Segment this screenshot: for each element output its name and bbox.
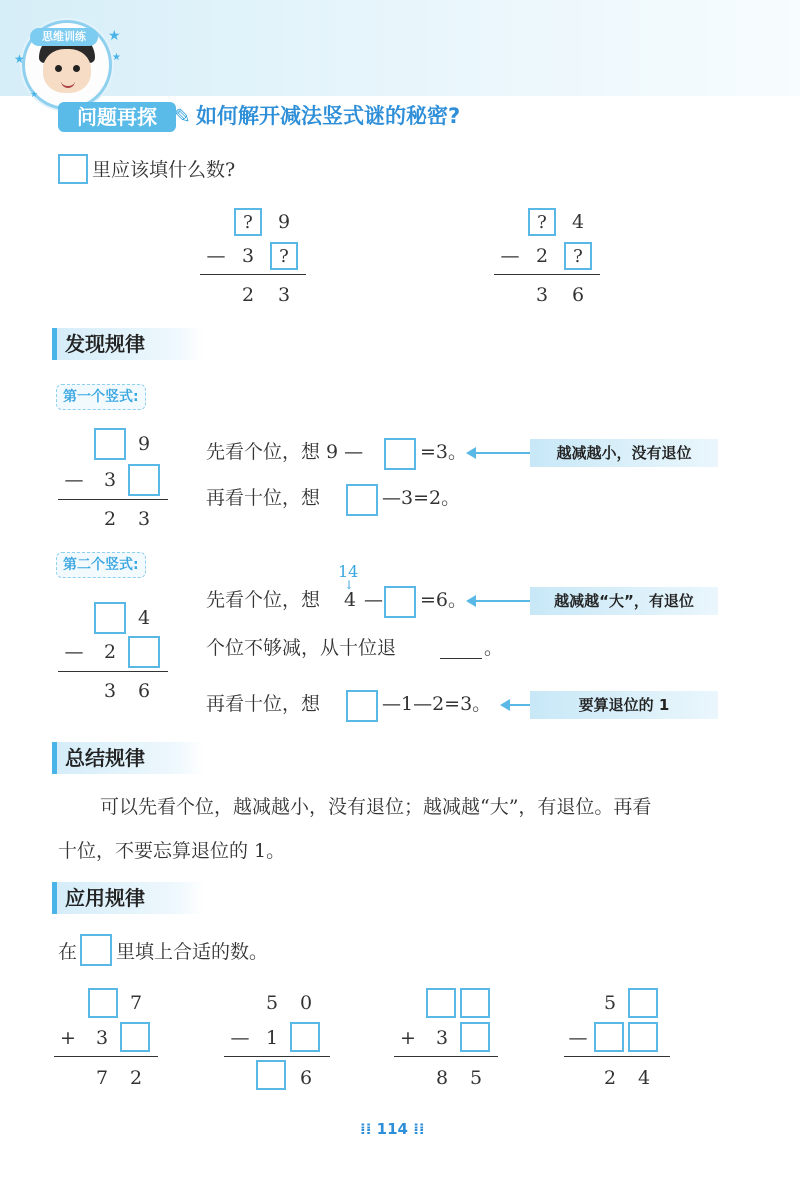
page-dots-left-icon: ⁞⁞ [360,1120,372,1138]
intro-text: 里应该填什么数? [92,159,236,181]
first-step2-end: —3=2。 [382,487,461,509]
apply-4-result-ones: 4 [637,1067,651,1089]
first-step2-text: 再看十位，想 [206,487,321,509]
first-hint-tag: 越减越小，没有退位 [530,439,718,467]
apply-3-mid-tens: 3 [435,1027,449,1049]
second-hint-tag: 越减越“大”，有退位 [530,587,718,615]
second-column-label: 第二个竖式: [56,552,146,578]
apply-1-tens-box[interactable] [88,988,118,1018]
apply-1-ones-box[interactable] [120,1022,150,1052]
pencil-icon: ✎ [174,104,191,128]
apply-3-line [394,1056,498,1057]
page-number: 114 [376,1120,408,1138]
puzzle-2-mid-tens: 2 [535,245,549,267]
section-heading-discover: 发现规律 [52,328,205,360]
apply-3-top-tens-box[interactable] [426,988,456,1018]
borrow-arrow-icon: ↓ [344,578,355,592]
arrow-line [508,704,530,706]
first-result-tens: 2 [103,508,117,530]
first-step1-text: 先看个位，想 9 — [206,441,364,463]
first-step2-box[interactable] [346,484,378,516]
borrow-mark: 14 [338,562,359,581]
header-band [0,0,800,96]
apply-4-op: — [568,1027,588,1049]
first-top-ones: 9 [137,433,151,455]
puzzle-2-op: — [500,245,520,267]
puzzle-2-tens-blank[interactable]: ? [528,208,556,236]
apply-2-line [224,1056,330,1057]
puzzle-1-mid-tens: 3 [241,245,255,267]
puzzle-1-op: — [206,245,226,267]
first-op: — [64,469,84,491]
first-mid-tens: 3 [103,469,117,491]
apply-1-result-tens: 7 [95,1067,109,1089]
puzzle-1-result-tens: 2 [241,284,255,306]
section-heading-summary: 总结规律 [52,742,205,774]
avatar-tag: 思维训练 [30,28,98,46]
puzzle-2-line [494,274,600,275]
summary-line-2: 十位，不要忘算退位的 1。 [58,840,286,862]
second-step3-box[interactable] [346,690,378,722]
second-line [58,671,168,672]
apply-3-op: + [400,1027,416,1049]
apply-1-mid-tens: 3 [95,1027,109,1049]
apply-2-top-tens: 5 [265,992,279,1014]
puzzle-2-ones-blank[interactable]: ? [564,242,592,270]
apply-4-result-tens: 2 [603,1067,617,1089]
star-icon: ★ [30,90,39,100]
second-ones-box[interactable] [128,636,160,668]
apply-4-mid-ones-box[interactable] [628,1022,658,1052]
first-column-label: 第一个竖式: [56,384,146,410]
apply-4-top-ones-box[interactable] [628,988,658,1018]
apply-3-ones-box[interactable] [460,1022,490,1052]
apply-4-mid-tens-box[interactable] [594,1022,624,1052]
second-step1-end: =6。 [420,589,468,611]
second-result-tens: 3 [103,680,117,702]
apply-prompt-start: 在 [58,941,78,963]
second-mid-tens: 2 [103,641,117,663]
apply-prompt-end: 里填上合适的数。 [116,941,269,963]
second-step1-text: 先看个位，想 [206,589,321,611]
apply-4-line [564,1056,670,1057]
apply-2-result-ones: 6 [299,1067,313,1089]
puzzle-1-result-ones: 3 [277,284,291,306]
first-line [58,499,168,500]
fill-blank-line[interactable] [440,658,482,659]
second-step2-end: 。 [484,637,504,659]
apply-3-result-ones: 5 [469,1067,483,1089]
second-step1-box[interactable] [384,586,416,618]
star-icon: ★ [108,28,121,44]
puzzle-2-result-ones: 6 [571,284,585,306]
puzzle-2-top-ones: 4 [571,211,585,233]
first-result-ones: 3 [137,508,151,530]
apply-1-result-ones: 2 [129,1067,143,1089]
apply-3-top-ones-box[interactable] [460,988,490,1018]
arrow-line [474,452,530,454]
puzzle-1-tens-blank[interactable]: ? [234,208,262,236]
page-number-container [360,1120,425,1138]
star-icon: ★ [14,52,25,66]
second-step3-text: 再看十位，想 [206,693,321,715]
first-step1-end: =3。 [420,441,468,463]
apply-2-top-ones: 0 [299,992,313,1014]
second-step1-op: — [364,589,383,611]
apply-2-ones-box[interactable] [290,1022,320,1052]
first-ones-box[interactable] [128,464,160,496]
second-tens-box[interactable] [94,602,126,634]
section-heading-apply: 应用规律 [52,882,205,914]
puzzle-1-line [200,274,306,275]
apply-1-op: + [60,1027,76,1049]
apply-1-top-ones: 7 [129,992,143,1014]
second-op: — [64,641,84,663]
second-top-ones: 4 [137,607,151,629]
second-hint-tag-2: 要算退位的 1 [530,691,718,719]
puzzle-2-result-tens: 3 [535,284,549,306]
apply-1-line [54,1056,158,1057]
apply-3-result-tens: 8 [435,1067,449,1089]
second-step1-digit: 4 [344,589,357,611]
apply-2-op: — [230,1027,250,1049]
apply-2-mid-tens: 1 [265,1027,279,1049]
answer-box-icon [58,154,88,184]
answer-box-icon [80,934,112,966]
star-icon: ★ [112,52,121,63]
page-dots-right-icon: ⁞⁞ [413,1120,425,1138]
summary-line-1: 可以先看个位，越减越小，没有退位；越减越“大”，有退位。再看 [100,796,652,818]
second-step2-text: 个位不够减，从十位退 [206,637,397,659]
first-step1-box[interactable] [384,438,416,470]
puzzle-1-ones-blank[interactable]: ? [270,242,298,270]
problem-label: 问题再探 [58,102,176,132]
first-tens-box[interactable] [94,428,126,460]
second-result-ones: 6 [137,680,151,702]
apply-4-top-tens: 5 [603,992,617,1014]
apply-2-result-tens-box[interactable] [256,1060,286,1090]
arrow-line [474,600,530,602]
puzzle-1-top-ones: 9 [277,211,291,233]
problem-title: 如何解开减法竖式谜的秘密? [196,104,461,128]
second-step3-end: —1—2=3。 [382,693,492,715]
